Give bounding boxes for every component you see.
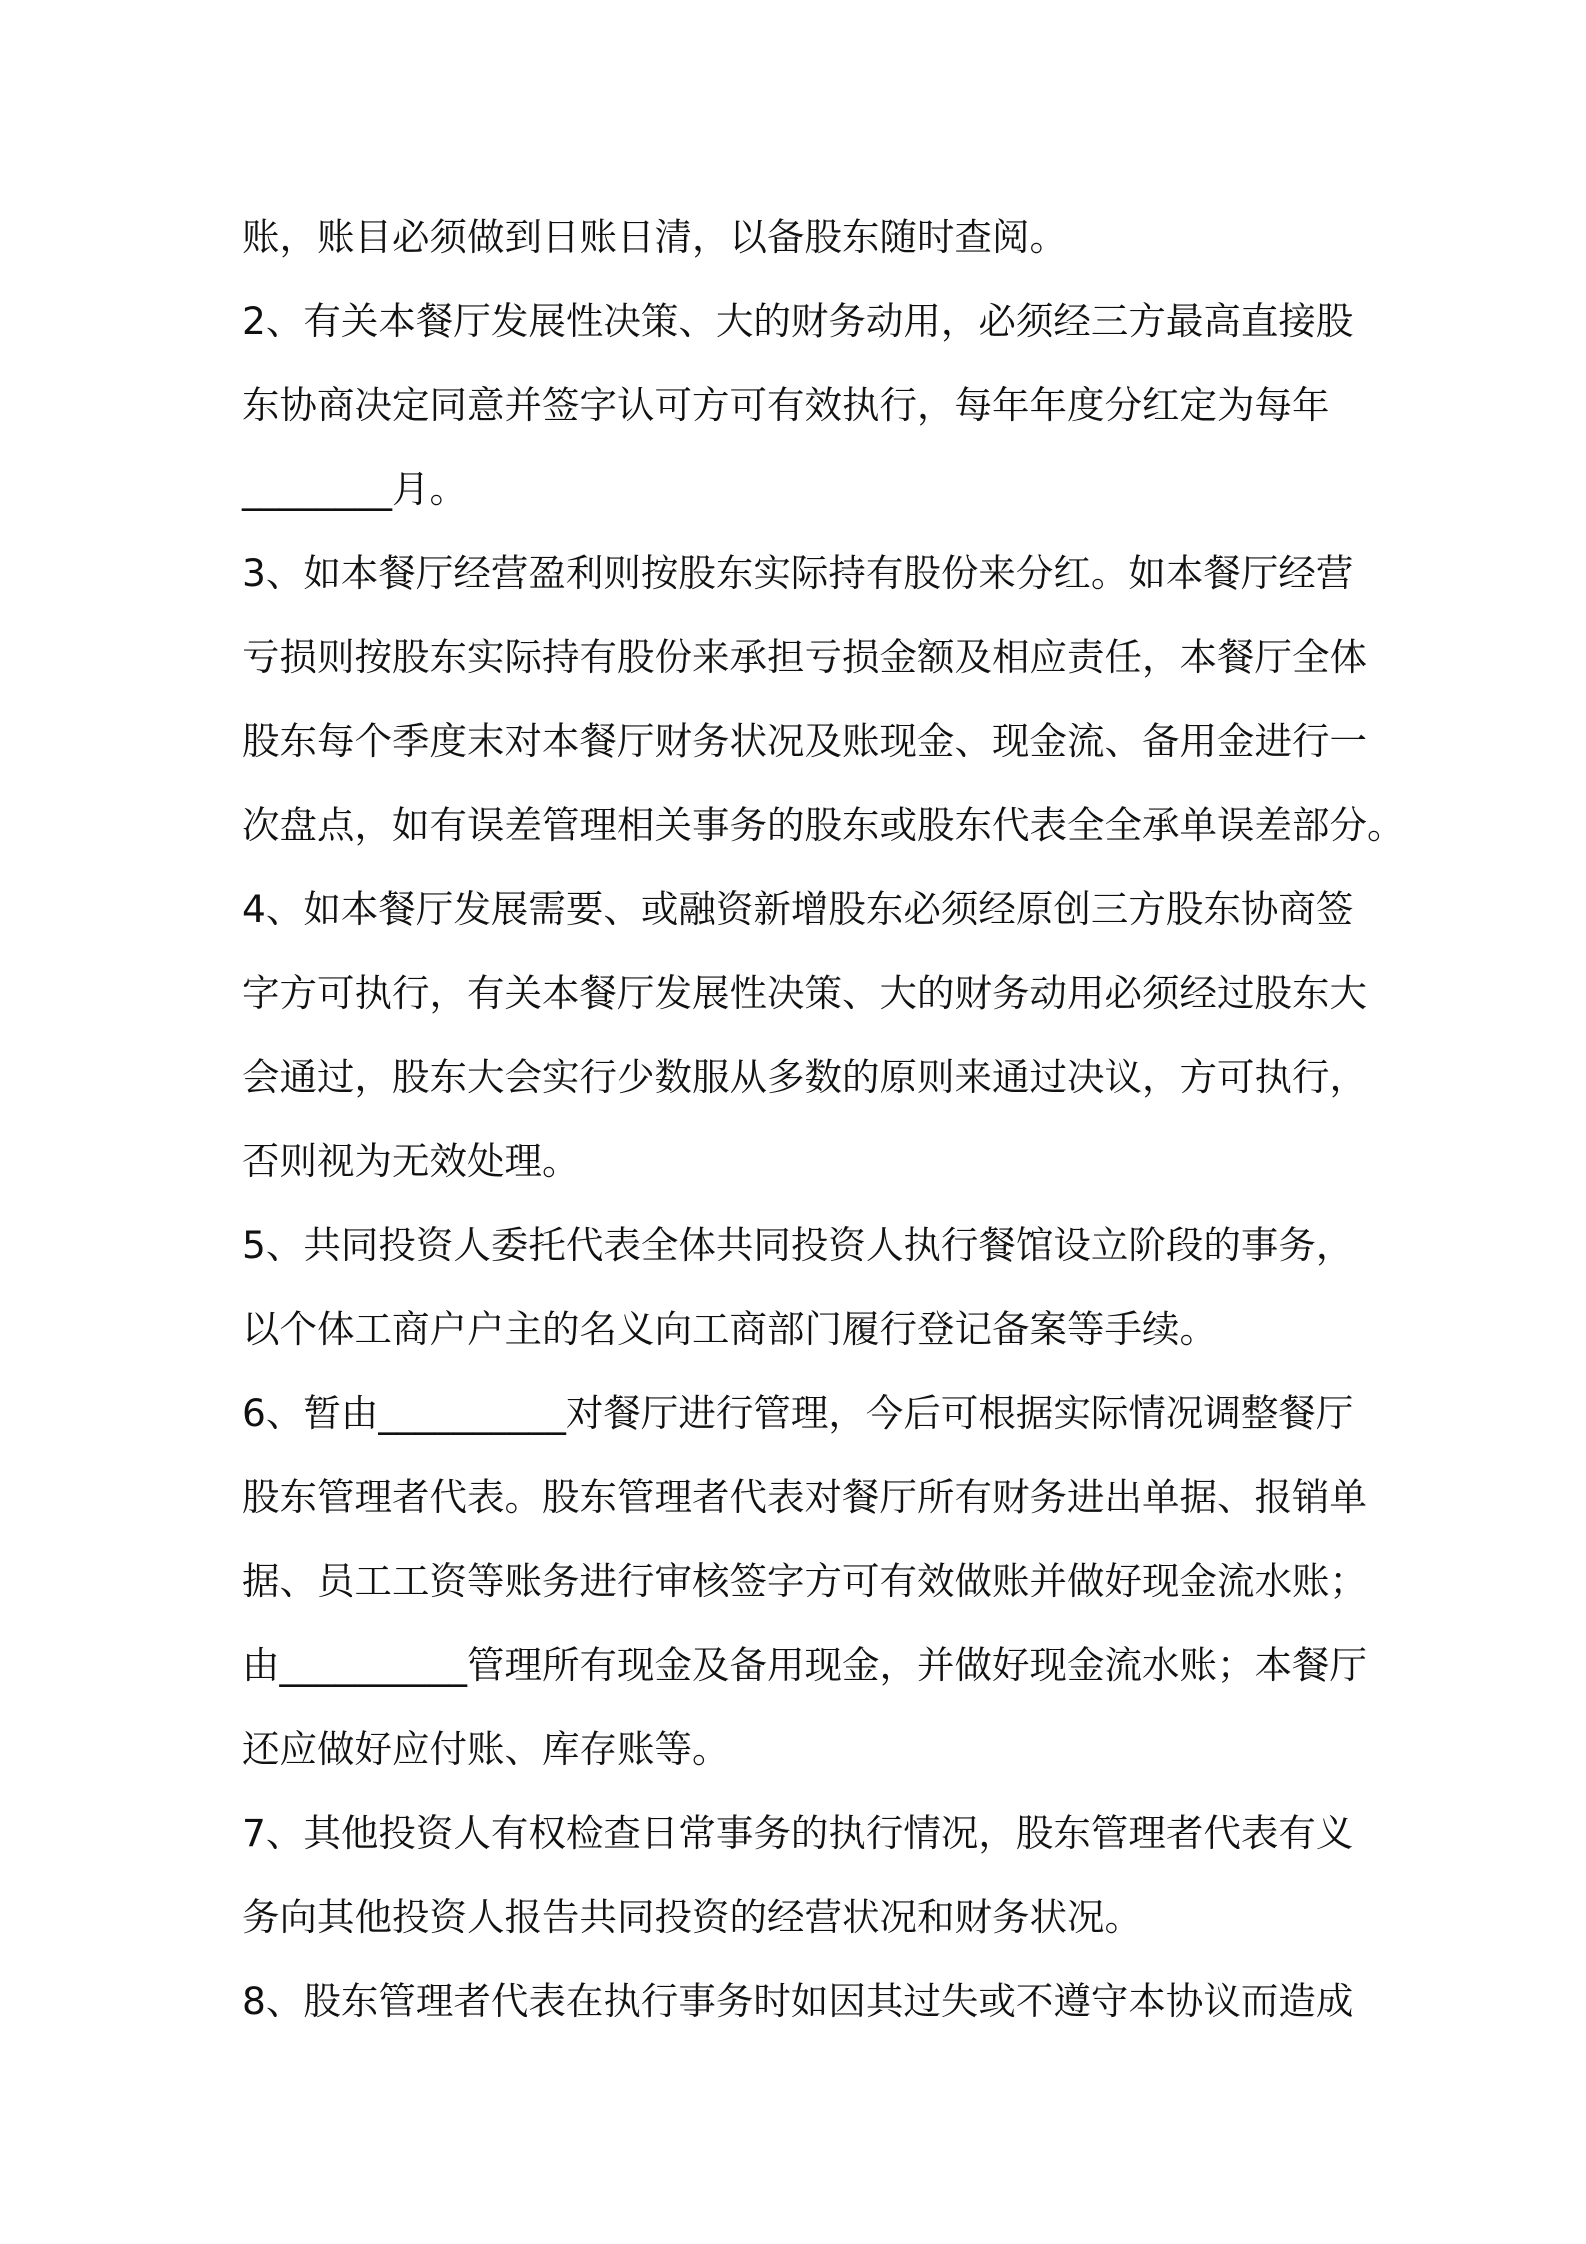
text-line: 7、其他投资人有权检查日常事务的执行情况，股东管理者代表有义	[242, 1811, 1354, 1855]
text-line: 否则视为无效处理。	[242, 1139, 580, 1183]
text-line: 3、如本餐厅经营盈利则按股东实际持有股份来分红。如本餐厅经营	[242, 551, 1354, 595]
text-line: 8、股东管理者代表在执行事务时如因其过失或不遵守本协议而造成	[242, 1979, 1354, 2023]
text-line: 字方可执行，有关本餐厅发展性决策、大的财务动用必须经过股东大	[242, 971, 1367, 1015]
text-line: 6、暂由__________对餐厅进行管理，今后可根据实际情况调整餐厅	[242, 1391, 1354, 1435]
text-line: 股东管理者代表。股东管理者代表对餐厅所有财务进出单据、报销单	[242, 1475, 1367, 1519]
text-line: 会通过，股东大会实行少数服从多数的原则来通过决议，方可执行，	[242, 1055, 1367, 1099]
text-line: 据、员工工资等账务进行审核签字方可有效做账并做好现金流水账；	[242, 1559, 1367, 1603]
text-line: ________月。	[242, 467, 467, 511]
text-line: 4、如本餐厅发展需要、或融资新增股东必须经原创三方股东协商签	[242, 887, 1354, 931]
text-line: 次盘点，如有误差管理相关事务的股东或股东代表全全承单误差部分。	[242, 803, 1405, 847]
text-line: 东协商决定同意并签字认可方可有效执行，每年年度分红定为每年	[242, 383, 1330, 427]
text-line: 务向其他投资人报告共同投资的经营状况和财务状况。	[242, 1895, 1142, 1939]
text-line: 5、共同投资人委托代表全体共同投资人执行餐馆设立阶段的事务，	[242, 1223, 1354, 1267]
text-line: 亏损则按股东实际持有股份来承担亏损金额及相应责任，本餐厅全体	[242, 635, 1367, 679]
document-body	[242, 195, 1405, 2043]
text-line: 还应做好应付账、库存账等。	[242, 1727, 730, 1771]
text-line: 2、有关本餐厅发展性决策、大的财务动用，必须经三方最高直接股	[242, 299, 1354, 343]
text-line: 以个体工商户户主的名义向工商部门履行登记备案等手续。	[242, 1307, 1217, 1351]
text-line: 账，账目必须做到日账日清，以备股东随时查阅。	[242, 215, 1067, 259]
text-line: 股东每个季度末对本餐厅财务状况及账现金、现金流、备用金进行一	[242, 719, 1367, 763]
text-line: 由__________管理所有现金及备用现金，并做好现金流水账；本餐厅	[242, 1643, 1367, 1687]
